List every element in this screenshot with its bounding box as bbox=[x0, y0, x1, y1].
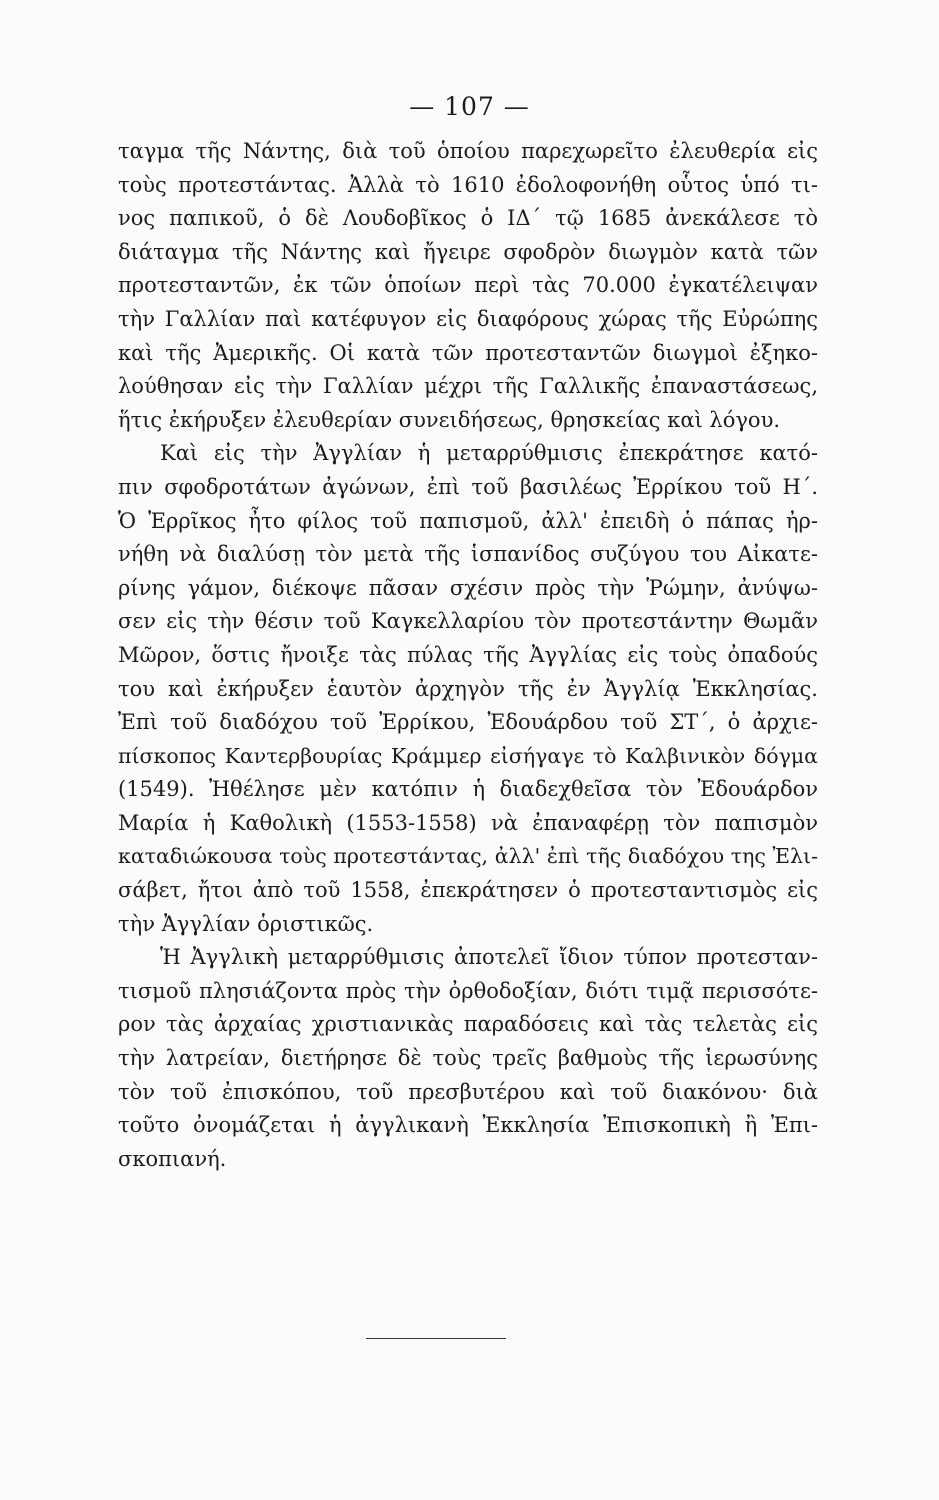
text-line: πίσκοπος Καντερβουρίας Κράμμερ εἰσήγαγε τὸ Καλβινικὸν δόγμα bbox=[118, 743, 818, 768]
text-line: (1549). Ἠθέλησε μὲν κατόπιν ἡ διαδεχθεῖσα τὸν Ἐδουάρδον bbox=[118, 777, 818, 802]
text-line: τὸν τοῦ ἐπισκόπου, τοῦ πρεσβυτέρου καὶ τοῦ διακόνου· διὰ bbox=[118, 1079, 818, 1104]
text-line: τὴν Γαλλίαν παὶ κατέφυγον εἰς διαφόρους χώρας τῆς Εὐρώπης bbox=[118, 306, 818, 331]
text-line: Ὁ Ἐρρῖκος ἦτο φίλος τοῦ παπισμοῦ, ἀλλ' ἐπειδὴ ὁ πάπας ἠρ- bbox=[118, 508, 818, 533]
text-line: τοὺς προτεστάντας. Ἀλλὰ τὸ 1610 ἐδολοφονήθη οὗτος ὑπό τι- bbox=[118, 172, 818, 197]
text-line: τοῦτο ὀνομάζεται ἡ ἀγγλικανὴ Ἐκκλησία Ἐπισκοπικὴ ἢ Ἐπι- bbox=[118, 1113, 818, 1138]
text-line: πιν σφοδροτάτων ἀγώνων, ἐπὶ τοῦ βασιλέως Ἐρρίκου τοῦ Η΄. bbox=[118, 474, 818, 499]
text-line: ἥτις ἐκήρυξεν ἐλευθερίαν συνειδήσεως, θρησκείας καὶ λόγου. bbox=[118, 407, 781, 432]
text-line: τὴν Ἀγγλίαν ὁριστικῶς. bbox=[118, 911, 374, 936]
text-line: νήθη νὰ διαλύσῃ τὸν μετὰ τῆς ἱσπανίδος συζύγου του Αἰκατε- bbox=[118, 542, 818, 567]
text-line: διάταγμα τῆς Νάντης καὶ ἤγειρε σφοδρὸν διωγμὸν κατὰ τῶν bbox=[118, 239, 818, 264]
text-line: Μαρία ἡ Καθολικὴ (1553-1558) νὰ ἐπαναφέρῃ τὸν παπισμὸν bbox=[118, 810, 818, 835]
text-line: σάβετ, ἤτοι ἀπὸ τοῦ 1558, ἐπεκράτησεν ὁ προτεσταντισμὸς εἰς bbox=[118, 878, 818, 903]
paragraph-2 bbox=[118, 437, 818, 941]
text-line: προτεσταντῶν, ἐκ τῶν ὁποίων περὶ τὰς 70.000 ἐγκατέλειψαν bbox=[118, 273, 818, 298]
paragraph-3 bbox=[118, 941, 818, 1176]
paragraph-1 bbox=[118, 135, 818, 437]
text-line: ρίνης γάμον, διέκοψε πᾶσαν σχέσιν πρὸς τὴν Ῥώμην, ἀνύψω- bbox=[118, 575, 818, 600]
text-line: του καὶ ἐκήρυξεν ἑαυτὸν ἀρχηγὸν τῆς ἐν Ἀγγλίᾳ Ἐκκλησίας. bbox=[118, 676, 818, 701]
text-line: τισμοῦ πλησιάζοντα πρὸς τὴν ὀρθοδοξίαν, διότι τιμᾷ περισσότε- bbox=[118, 978, 818, 1003]
text-line: σκοπιανή. bbox=[118, 1146, 227, 1171]
text-line: τὴν λατρείαν, διετήρησε δὲ τοὺς τρεῖς βαθμοὺς τῆς ἱερωσύνης bbox=[118, 1046, 818, 1071]
text-line: ρον τὰς ἀρχαίας χριστιανικὰς παραδόσεις καὶ τὰς τελετὰς εἰς bbox=[118, 1012, 818, 1037]
body-text bbox=[118, 135, 818, 1176]
text-line: σεν εἰς τὴν θέσιν τοῦ Καγκελλαρίου τὸν προτεστάντην Θωμᾶν bbox=[118, 609, 818, 634]
text-line: Ἐπὶ τοῦ διαδόχου τοῦ Ἐρρίκου, Ἐδουάρδου τοῦ ΣΤ΄, ὁ ἀρχιε- bbox=[118, 710, 818, 735]
text-line: λούθησαν εἰς τὴν Γαλλίαν μέχρι τῆς Γαλλικῆς ἐπαναστάσεως, bbox=[118, 374, 818, 399]
text-line: νος παπικοῦ, ὁ δὲ Λουδοβῖκος ὁ ΙΔ΄ τῷ 1685 ἀνεκάλεσε τὸ bbox=[118, 206, 818, 231]
text-line: ταγμα τῆς Νάντης, διὰ τοῦ ὁποίου παρεχωρεῖτο ἐλευθερία εἰς bbox=[118, 139, 818, 163]
text-line: Μῶρον, ὅστις ἤνοιξε τὰς πύλας τῆς Ἀγγλίας εἰς τοὺς ὀπαδούς bbox=[118, 642, 818, 667]
text-line: Καὶ εἰς τὴν Ἀγγλίαν ἡ μεταρρύθμισις ἐπεκράτησε κατό- bbox=[160, 441, 818, 466]
footer-divider bbox=[366, 1338, 506, 1339]
text-line: καὶ τῆς Ἀμερικῆς. Οἱ κατὰ τῶν προτεσταντῶν διωγμοὶ ἐξηκο- bbox=[118, 340, 818, 365]
text-line: Ἡ Ἀγγλικὴ μεταρρύθμισις ἀποτελεῖ ἴδιον τύπον προτεσταν- bbox=[160, 945, 818, 970]
page-number: — 107 — bbox=[409, 92, 530, 121]
text-line: καταδιώκουσα τοὺς προτεστάντας, ἀλλ' ἐπὶ τῆς διαδόχου της Ἐλι- bbox=[118, 844, 818, 869]
